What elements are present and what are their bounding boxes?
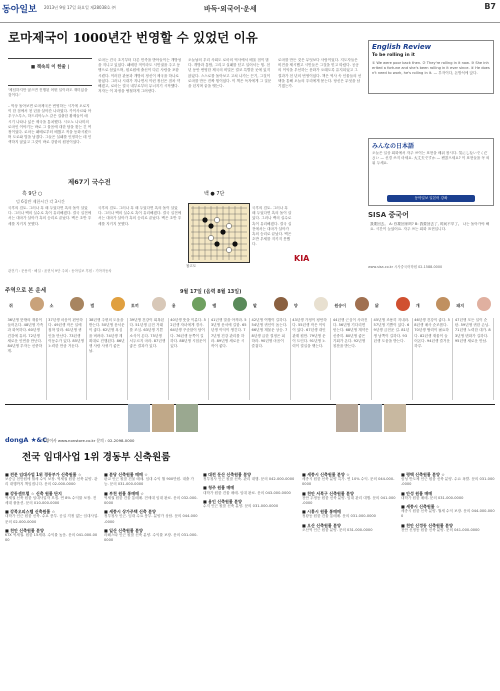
section-divider [5, 404, 495, 405]
ad-body: 역세권 원룸 건물 통매매. 전세대 임대 완료. 문의 032-000-0000 [104, 495, 198, 506]
ad-body: 오산역 인근 원룸 분양. 문의 031-000-0000 [302, 527, 373, 532]
ad-headline: ■ 평택 신축원룸 분양 ☆ [401, 472, 445, 477]
building-photo-strip-2 [336, 404, 406, 432]
zodiac-animal-icon [30, 297, 44, 311]
zodiac-animal-icon [477, 297, 491, 311]
zodiac-sign [413, 296, 454, 316]
newspaper-logo: 동아일보 [2, 5, 37, 15]
zodiac-sign [331, 296, 372, 316]
horoscope-text: 38년생 주변의 도움을 받는다. 50년생 문서운이 좋다. 62년생 욕심을 버려라. 74년생 계획대로 진행된다. 86년생 사람 사귀기 좋은 날. [87, 318, 128, 400]
chinese-body: 我要回去。 A: 你要回家吗? B: 我要回去了, 时间不早了。 나는 돌아가야 해요. 시간이 늦었어요. 자주 쓰는 회화 표현입니다. [370, 222, 490, 232]
ad-body: 삼성 반도체 인근 원룸 신축 분양. 수요 폭발. 문의 031-000-0000 [401, 477, 495, 487]
baduk-commentary-2: 국후의 검토. 그러나 흑 때 두었다면 흑의 돌이 살았다. 그러나 백의 실수로 흑이 유리해졌다. 결국 실전에서는 대마가 살아가 흑의 승리로 끝났다. 백은 초반 우세를 지키지 못했다. [98, 206, 182, 226]
japanese-box [368, 138, 494, 206]
classified-ad [203, 485, 297, 495]
page-header [0, 0, 500, 23]
zodiac-animal-icon [111, 297, 125, 311]
classified-ad [104, 472, 198, 488]
article-col4: 로마를 만든 것은 무엇보다 사람이었다. 지도자들은 비전을 제시했고 시민들은 그것을 믿고 따랐다. 공공의 이익을 우선하는 문화가 오래도록 유지되었고 그 결과가 천 년의 번영이었다. 책은 역사 속 인물들의 선택을 통해 오늘의 우리에게 묻는다. 당신은 무엇을 남기겠는가. [278, 58, 362, 89]
baduk-credit: 관전기 : 문용직 · 해설 : 윤현석 9단 주최 : 동아일보 후원 : 기아자동차 [8, 269, 112, 273]
ad-body: 천안 신정동 원룸 신축 분양. 문의 041-000-0000 [401, 527, 480, 532]
ad-body: 세종시 원룸 신축 분양. 월세 수익 보장. 문의 044-000-0000 [401, 509, 495, 519]
baduk-title: 제67기 국수전 [68, 178, 111, 186]
classified-ad [203, 499, 297, 509]
classified-ad [104, 528, 198, 544]
horoscope-text: 46년생 건강이 좋다. 58년생 매사 순조롭다. 70년생 협력이 필요하다. 82년생 재물이 들어온다. 94년생 즐거운 하루. [413, 318, 454, 400]
donga-logo: dongA ★&C [5, 436, 47, 444]
japanese-header: みんなの日本語 [372, 143, 415, 150]
horoscope-text: 43년생 가정이 평안하다. 55년생 작은 이익이 있다. 67년생 대인관계 원만. 79년생 운이 트인다. 91년생 노력이 결실을 맺는다. [291, 318, 332, 400]
zodiac-sign [453, 296, 494, 316]
zodiac-animal-icon [355, 297, 369, 311]
article-col2: 로마는 건국 초기부터 다른 민족을 받아들이는 개방성을 지니고 있었다. 패배한 적이라도 시민권을 주고 동맹으로 삼았으며, 원로원에 출신이 다른 사람을 포함시켰다. 이러한 관용과 개방의 정신이 제국을 하나로 묶었다. 그러나 시대가 지나면서 이런 정신은 점차 약해졌고, 로마는 결국 내부로부터 무너지기 시작했다. 저자는 이 과정을 냉철하게 그려낸다. [98, 58, 182, 94]
horoscope-text: 36년생 뜻밖의 재물이 들어온다. 48년생 가족과 화목하다. 60년생 건강에 유의. 72년생 새로운 인연을 만난다. 84년생 투자는 신중하게. [6, 318, 47, 400]
go-board-diagram [188, 203, 250, 263]
zodiac-animal-icon [152, 297, 166, 311]
ad-headline: ■ 시흥시 원룸 통매매 [302, 509, 341, 515]
horoscope-text: 42년생 여행이 길하다. 54년생 귀인이 돕는다. 66년생 재물운 상승. 78년생 급한 결정은 피하라. 90년생 마음이 즐겁다. [250, 318, 291, 400]
ad-headline: ■ 청주 원룸 매매 [203, 485, 235, 491]
baduk-player-white: 백 ● 7단 [204, 191, 225, 197]
zodiac-sign [250, 296, 291, 316]
ad-headline: ■ 오산 신축원룸 분양 [302, 522, 341, 528]
building-photo [384, 404, 406, 432]
zodiac-sign-label: 개 [415, 303, 420, 308]
classified-ad [5, 509, 99, 525]
horoscope-text: 39년생 건강이 회복된다. 51년생 금전 거래를 조심. 63년생 기쁜 소식이 온다. 75년생 서두르지 마라. 87년생 좋은 결과가 있다. [128, 318, 169, 400]
horoscope-title: 주역으로 본 운세 [5, 288, 47, 294]
classified-ad [302, 509, 396, 519]
zodiac-sign-label: 용 [171, 303, 176, 308]
english-review-box [368, 40, 494, 94]
zodiac-row [6, 296, 494, 316]
issue-date: 2013년 9월 17일 화요일 제28038호 ㈜ [44, 5, 116, 10]
japanese-body: 오늘은 일상 회화에서 자주 쓰이는 표현을 배워 봅시다. 気にしないでください — 신경 쓰지 마세요. 大丈夫ですか — 괜찮으세요? 이 표현들을 꼭 외워 두세요. [372, 151, 490, 166]
classified-ad [5, 472, 99, 488]
section-title: 바둑·외국어·운세 [204, 5, 257, 13]
baduk-commentary-3: 국후의 검토. 그러나 흑 때 두었다면 흑의 돌이 살았다. 그러나 백의 실수로 흑이 유리해졌다. 결국 실전에서는 대마가 살아가 흑의 승리로 끝났다. 백은 초반 우세를 지키지 못했다. [252, 206, 292, 247]
language-credit: www.sisa.co.kr 시사중국어학원 02-1588-0000 [368, 265, 443, 269]
ad-body: 수지 인근 원룸 신축 분양. 문의 031-000-0000 [203, 504, 279, 509]
zodiac-sign-label: 원숭이 [334, 303, 346, 308]
ad-headline: ■ 대전 둔산 신축원룸 분양 [203, 472, 251, 477]
zodiac-sign [87, 296, 128, 316]
sponsor-logo: KIA [294, 254, 310, 263]
ad-body: 정부청사 인근 원룸 신축. 관리 대행. 문의 042-000-0000 [203, 477, 295, 482]
ad-body: 보증금 천만원에 월세 수익 보장. 역세권 원룸 신축 분양. 관리 대행까지 책임집니다. 문의 02-000-0000 [5, 477, 98, 487]
ad-headline: ■ 세종시 신축원룸 분양 ☆ [302, 472, 350, 477]
ad-body: 정왕동 원룸 건물 통매매. 문의 031-000-0000 [302, 514, 376, 519]
zodiac-animal-icon [314, 297, 328, 311]
zodiac-animal-icon [70, 297, 84, 311]
ad-body: 정부청사 인근. 임대 수요 풍부. 분양가 상담. 문의 044-000-0000 [104, 514, 198, 524]
zodiac-sign [209, 296, 250, 316]
building-photo [152, 404, 174, 432]
baduk-meta: 덤 6집반 제한시간 각 3시간 [16, 199, 65, 204]
ad-column [104, 472, 198, 682]
horoscope-text: 47년생 모든 일이 순탄. 59년생 귀한 손님. 71년생 노력한 대가. 83년생 변화가 길하다. 95년생 새로운 만남. [453, 318, 494, 400]
zodiac-animal-icon [233, 297, 247, 311]
japanese-course-banner[interactable] [387, 195, 475, 202]
ad-headline: ■ 세종시 신축원룸 ☆ [401, 504, 440, 510]
zodiac-sign-label: 토끼 [131, 303, 139, 308]
english-review-header: English Review [372, 43, 432, 51]
classified-ad [302, 523, 396, 533]
classified-ad [203, 472, 297, 482]
zodiac-sign-label: 뱀 [212, 303, 217, 308]
ad-column [203, 472, 297, 682]
building-photo [360, 404, 382, 432]
ad-headline: ■ 천안 서북구 신축원룸 분양 [302, 490, 354, 496]
horoscope-texts [6, 318, 494, 400]
classified-ad [5, 491, 99, 507]
english-review-subtitle: To be rolling in it [372, 53, 415, 58]
horoscope-text: 41년생 말을 아껴라. 53년생 문서에 길함. 65년생 이익이 생긴다. 77년생 건강 관리를 하라. 89년생 새로운 시작이 좋다. [209, 318, 250, 400]
ad-headline: ■ 천안 신정동 신축원룸 분양 [401, 522, 453, 528]
zodiac-sign-label: 양 [293, 303, 298, 308]
horoscope-text: 37년생 마음이 편안하다. 49년생 작은 일에 집착 말라. 61년생 귀인을 만난다. 73년생 이동수가 있다. 85년생 노력한 만큼 거둔다. [47, 318, 88, 400]
zodiac-sign-label: 소 [49, 303, 54, 308]
ad-body: 판교 인근 원룸 건물 매매. 임대 수익 월 900만원. 대출 가능. 문의 031-000-0000 [104, 477, 194, 487]
building-photo [128, 404, 150, 432]
baduk-commentary: 국후의 검토. 그러나 흑 때 두었다면 흑의 돌이 살았다. 그러나 백의 실수로 흑이 유리해졌다. 결국 실전에서는 대마가 살아가 흑의 승리로 끝났다. 백은 초반 우세를 지키지 못했다. [8, 206, 92, 226]
ad-body: 대학가 인근 원룸 신축. 수요 풍부. 공실 걱정 없는 임대사업. 문의 02-000-0000 [5, 514, 99, 524]
chinese-header: SISA 중국어 [368, 211, 409, 219]
ad-headline: ■ 분당 신축원룸 매매 ☆ [104, 472, 148, 477]
article-col1: – 막상 돌아보면 로마제국은 번영하는 시기에 오로지 이 한 점에서 천 년을 살아간 나라였다. 카이사르와 아우구스투스, 하드리아누스 같은 걸출한 황제들이 매 시기 나타나 넓은 제국을 통치했다. 시오노 나나미의 로마인 이야기는 바로 그 물음에 대한 답을 찾는 긴 여정이었다. 로마는 패배로부터 배웠고 적을 동화시켰으며 도로와 법을 남겼다. 그들은 실패를 인정하는 데 인색하지 않았고 그것이 바로 강함의 원천이었다. [8, 104, 92, 145]
ad-column [302, 472, 396, 682]
ad-headline: ■ 일산 신축원룸 분양 [104, 527, 143, 533]
classified-ad [104, 509, 198, 525]
zodiac-sign [128, 296, 169, 316]
ad-headline: ■ 용인 신축원룸 분양 [203, 498, 242, 504]
zodiac-sign [291, 296, 332, 316]
ads-title: 전국 임대사업 1위 경동부 신축원룸 [22, 452, 171, 463]
ad-body: 역세권 신축 원룸 임대사업자 모집. 연 8% 수익률 보장. 전세대 풀옵션. 문의 010-000-0000 [5, 495, 97, 506]
ad-headline: ■ 세종시 상가주택 신축 분양 [104, 509, 156, 515]
ad-body: 천안 두정동 원룸 신축 분양. 임대 관리 대행. 문의 041-000-0000 [302, 495, 396, 506]
horoscope-date: 9월 17일 (음력 8월 13일) [180, 289, 242, 295]
classified-ad [104, 491, 198, 507]
go-board-svg [189, 204, 249, 262]
ad-headline: ■ 강동센트럴 ☆ 신축 원룸 단지 [5, 490, 62, 496]
classified-ad [401, 523, 495, 533]
ad-column [401, 472, 495, 682]
article-col3: 오늘날의 우리 사회도 로마의 역사에서 배울 점이 많다. 개방과 통합, 그리고 실패를 딛고 일어서는 힘. 천 년 동안 번영한 제국의 비밀은 결코 특별한 곳에 있지 않았다. 스스로를 돌아보고 고쳐 나가는 끈기, 그것이 로마를 만든 진짜 힘이었다. 이 책은 독자에게 그 질문을 던지며 끝을 맺는다. [188, 58, 272, 89]
zodiac-animal-icon [192, 297, 206, 311]
english-review-body: ① We were poor back then. ② They're rolling in it now. ③ She inherited a fortune and she's been rolling in it ever since. ④ He doesn't need to work, he's rolling in it. — 부자이다, 돈방석에 앉다. [372, 61, 490, 76]
article-title: 로마제국이 1000년간 번영할 수 있었던 이유 [8, 30, 258, 45]
zodiac-sign-label: 닭 [375, 303, 379, 308]
kicker-label: ■ 책속의 이 한줄 | [30, 65, 70, 70]
ad-headline: ■ 강북오피스텔 신축원룸 ☆ [5, 509, 56, 515]
horoscope-text: 45년생 조용히 지내라. 57년생 기쁨이 있다. 69년생 금전운 길. 81년생 남쪽이 길하다. 93년생 도움을 받는다. [372, 318, 413, 400]
go-board-caption: 참고도 [186, 264, 197, 268]
classified-ad [401, 491, 495, 501]
ad-headline: ■ 전문 임대사업 1위 경동부가 신축원룸 ☆ [5, 472, 82, 477]
baduk-players [8, 188, 358, 206]
zodiac-sign [47, 296, 88, 316]
zodiac-sign-label: 범 [90, 303, 95, 308]
article-quote: '체념하지만 않으면 진행된 어떤 일이라도 재미있을 것이다.' [8, 88, 88, 98]
chinese-box [368, 210, 492, 260]
ad-body: 세종시 원룸 신축 분양 특가. 연 10% 수익. 문의 044-000-0000 [302, 477, 395, 487]
zodiac-sign [372, 296, 413, 316]
ad-headline: ■ 천안 신축원룸 분양 [5, 527, 44, 533]
ad-body: KTX 역세권. 원룸 15세대. 수익률 높음. 문의 041-000-0000 [5, 533, 98, 543]
zodiac-sign-label: 돼지 [456, 303, 465, 308]
zodiac-sign [6, 296, 47, 316]
ad-body: 라페스타 인근 원룸 신축 분양. 수익률 보장. 문의 031-000-0000 [104, 533, 198, 543]
building-photo [336, 404, 358, 432]
baduk-player-black: 흑 9단 ○ [22, 191, 43, 197]
japanese-banner-label: 동아일보 일본어 강좌 [414, 196, 448, 200]
classified-ad [401, 504, 495, 520]
zodiac-animal-icon [274, 297, 288, 311]
zodiac-sign-label: 쥐 [9, 303, 13, 308]
ad-headline: ■ 안성 원룸 매매 [401, 490, 433, 496]
zodiac-animal-icon [396, 297, 410, 311]
page-number: B7 [484, 2, 496, 11]
zodiac-sign-label: 말 [253, 303, 257, 308]
horoscope-text: 44년생 근심이 사라진다. 56년생 기다리면 얻는다. 68년생 계약은 신중히. 80년생 좋은 기회가 온다. 92년생 칭찬을 받는다. [331, 318, 372, 400]
zodiac-animal-icon [436, 297, 450, 311]
ad-column [5, 472, 99, 682]
ad-body: 대학가 원룸 매매. 문의 031-000-0000 [401, 495, 464, 500]
building-photo-strip-1 [128, 404, 198, 432]
article-kicker [8, 58, 92, 86]
classified-ad [5, 528, 99, 544]
classified-ad [401, 472, 495, 488]
building-photo [176, 404, 198, 432]
zodiac-sign [169, 296, 210, 316]
classified-ad [302, 491, 396, 507]
horoscope-text: 40년생 뜻을 이룬다. 52년생 자녀에게 경사. 64년생 꾸준함이 답이다. 76년생 동쪽이 길하다. 88년생 시험운이 있다. [169, 318, 210, 400]
ad-headline: ■ 부천 원룸 통매매 ☆ [104, 490, 144, 496]
classified-ad [302, 472, 396, 488]
ad-body: 대학가 원룸 건물 매매. 임대 완료. 문의 043-000-0000 [203, 490, 291, 495]
donga-contact: 지방이사 www.nonstore.co.kr 문의 : 02-2098-0000 [42, 438, 135, 443]
